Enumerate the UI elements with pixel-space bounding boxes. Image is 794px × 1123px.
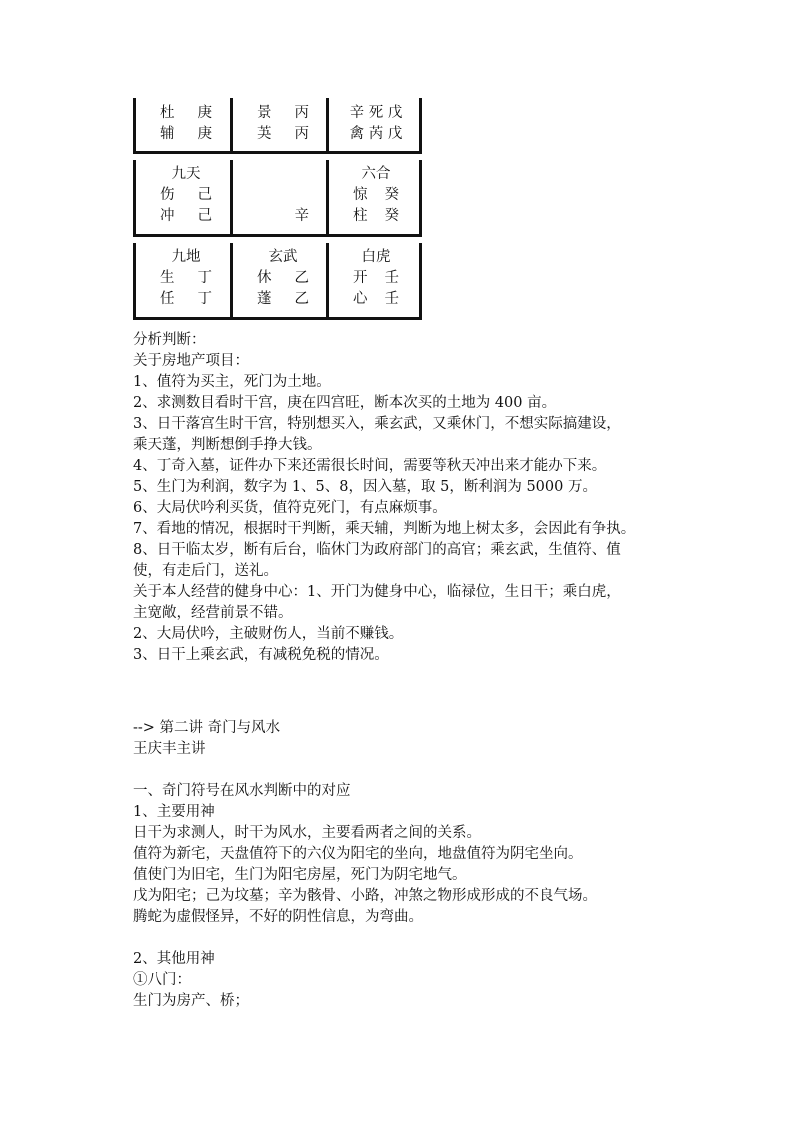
door: 伤 xyxy=(160,187,175,203)
lecture-speaker: 王庆丰主讲 xyxy=(133,741,206,757)
stem: 丁 xyxy=(197,270,212,286)
deity: 玄武 xyxy=(268,249,298,265)
stem: 癸 xyxy=(384,208,399,224)
star: 辅 xyxy=(160,126,175,142)
stem: 丁 xyxy=(197,291,212,307)
palace-r3c1 xyxy=(136,247,232,310)
paragraph: 5、生门为利润，数字为 1、5、8，因入墓，取 5，断利润为 5000 万。 xyxy=(133,479,597,495)
paragraph: 戊为阳宅；己为坟墓；辛为骸骨、小路，冲煞之物形成形成的不良气场。 xyxy=(133,888,597,904)
analysis-heading: 分析判断： xyxy=(133,332,206,348)
paragraph: 2、大局伏吟，主破财伤人，当前不赚钱。 xyxy=(133,626,404,642)
door: 杜 xyxy=(160,105,175,121)
star-line: 禽 芮 戊 xyxy=(349,126,403,142)
section-heading: 一、奇门符号在风水判断中的对应 xyxy=(133,783,351,799)
palace-r3c2 xyxy=(233,247,329,310)
stem: 庚 xyxy=(197,126,212,142)
palace-r1c3 xyxy=(329,103,419,145)
star: 冲 xyxy=(160,208,175,224)
palace-center xyxy=(233,164,329,227)
subsection-heading: 1、主要用神 xyxy=(133,804,215,820)
door: 开 xyxy=(353,270,368,286)
paragraph: 日干为求测人，时干为风水，主要看两者之间的关系。 xyxy=(133,825,481,841)
lecture-title: --> 第二讲 奇门与风水 xyxy=(133,720,281,736)
stem: 乙 xyxy=(294,291,309,307)
palace-r1c1 xyxy=(136,103,232,145)
grid-line xyxy=(419,243,422,320)
paragraph: 2、求测数目看时干宫，庚在四宫旺，断本次买的土地为 400 亩。 xyxy=(133,395,557,411)
star: 蓬 xyxy=(257,291,272,307)
paragraph: 1、值符为买主，死门为土地。 xyxy=(133,374,331,390)
paragraph: 关于房地产项目： xyxy=(133,353,249,369)
paragraph: 6、大局伏吟利买货，值符克死门，有点麻烦事。 xyxy=(133,500,447,516)
paragraph: 使，有走后门，送礼。 xyxy=(133,563,278,579)
star: 柱 xyxy=(353,208,368,224)
palace-r2c3 xyxy=(329,164,419,227)
stem: 辛 xyxy=(294,208,309,224)
palace-r3c3 xyxy=(329,247,419,310)
door: 惊 xyxy=(353,187,368,203)
stem: 丙 xyxy=(294,105,309,121)
paragraph: 7、看地的情况，根据时干判断，乘天辅，判断为地上树太多，会因此有争执。 xyxy=(133,521,636,537)
stem: 己 xyxy=(197,187,212,203)
stem: 壬 xyxy=(384,291,399,307)
deity: 六合 xyxy=(361,166,391,182)
lecture-section xyxy=(133,718,597,1012)
stem: 庚 xyxy=(197,105,212,121)
paragraph: 值符为新宅，天盘值符下的六仪为阳宅的坐向，地盘值符为阴宅坐向。 xyxy=(133,846,583,862)
grid-line xyxy=(133,317,422,320)
stem: 壬 xyxy=(384,270,399,286)
analysis-section xyxy=(133,330,635,666)
stem: 癸 xyxy=(384,187,399,203)
paragraph: 腾蛇为虚假怪异，不好的阴性信息，为弯曲。 xyxy=(133,909,423,925)
stem: 乙 xyxy=(294,270,309,286)
deity: 九天 xyxy=(171,166,201,182)
stem: 己 xyxy=(197,208,212,224)
star: 任 xyxy=(160,291,175,307)
list-item: ①八门： xyxy=(133,972,191,988)
star: 芵 xyxy=(257,126,272,142)
grid-line xyxy=(133,234,422,237)
paragraph: 乘天蓬，判断想倒手挣大钱。 xyxy=(133,437,322,453)
door: 景 xyxy=(257,105,272,121)
deity: 九地 xyxy=(171,249,201,265)
qimen-chart xyxy=(133,98,422,320)
star: 心 xyxy=(353,291,368,307)
subsection-heading: 2、其他用神 xyxy=(133,951,215,967)
paragraph: 关于本人经营的健身中心：1、开门为健身中心，临禄位，生日干；乘白虎， xyxy=(133,584,621,600)
deity: 白虎 xyxy=(361,249,391,265)
grid-line xyxy=(419,160,422,235)
paragraph: 8、日干临太岁，断有后台，临休门为政府部门的高官；乘玄武，生值符、值 xyxy=(133,542,621,558)
paragraph: 主宽敞，经营前景不错。 xyxy=(133,605,293,621)
door: 休 xyxy=(257,270,272,286)
grid-line xyxy=(133,151,422,154)
palace-r2c1 xyxy=(136,164,232,227)
door-line: 辛 死 戊 xyxy=(349,105,403,121)
paragraph: 3、日干上乘玄武，有减税免税的情况。 xyxy=(133,647,389,663)
stem: 丙 xyxy=(294,126,309,142)
grid-line xyxy=(419,98,422,153)
paragraph: 3、日干落宫生时干宫，特别想买入，乘玄武，又乘休门，不想实际搞建设， xyxy=(133,416,621,432)
paragraph: 生门为房产、桥； xyxy=(133,993,249,1009)
paragraph: 值使门为旧宅，生门为阳宅房屋，死门为阴宅地气。 xyxy=(133,867,467,883)
palace-r1c2 xyxy=(233,103,329,145)
paragraph: 4、丁奇入墓，证件办下来还需很长时间，需要等秋天冲出来才能办下来。 xyxy=(133,458,607,474)
door: 生 xyxy=(160,270,175,286)
